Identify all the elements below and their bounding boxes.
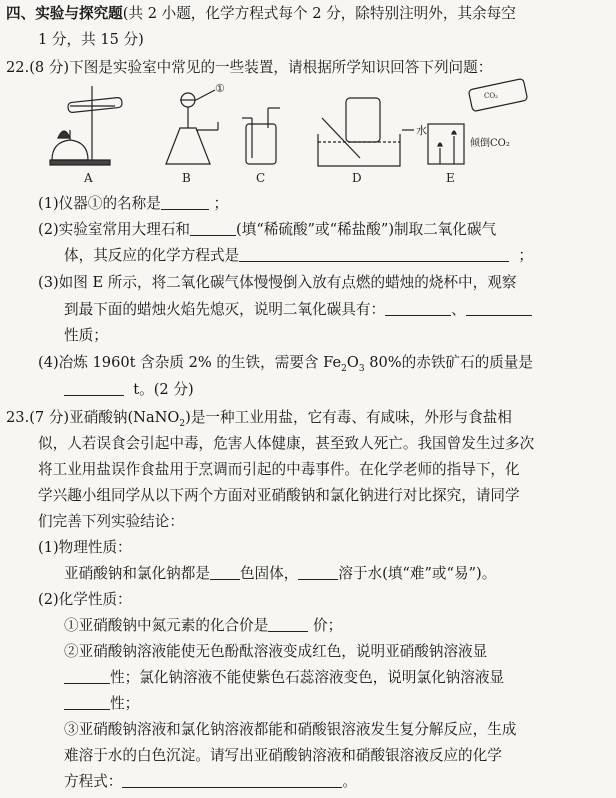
q22-p1-end: ；	[213, 195, 229, 212]
q23-phys-blank-color[interactable]	[210, 565, 240, 580]
apparatus-c-icon	[242, 108, 280, 164]
q22-p4-sub2: 3	[358, 363, 365, 374]
q23-line5: 们完善下列实验结论：	[38, 513, 184, 530]
q23-line3: 将工业用盐误作食盐用于烹调而引起的中毒事件。在化学老师的指导下，化	[38, 461, 520, 478]
apparatus-e-icon	[428, 78, 528, 164]
q22-part1	[38, 194, 228, 214]
q22-p3-sep: 、	[451, 301, 466, 318]
q23-chem-1	[64, 616, 342, 636]
q23-l1-a: 23.(7 分)亚硝酸钠(NaNO	[6, 409, 180, 426]
apparatus-a-icon	[50, 86, 122, 165]
section-note: (共 2 小题，化学方程式每个 2 分，除特别注明外，其余每空	[122, 5, 516, 22]
section-heading	[6, 4, 516, 24]
q23-c3-blank-equation[interactable]	[122, 773, 342, 788]
q23-chem-2-cont	[64, 668, 504, 688]
q23-c2-b: 性；氯化钠溶液不能使紫色石蕊溶液变色，说明氯化钠溶液显	[110, 669, 505, 686]
q23-phys-a: 亚硝酸钠和氯化钠都是	[64, 565, 210, 582]
q22-p4-sub1: 2	[341, 363, 347, 374]
q22-p3-blank-2[interactable]	[466, 301, 532, 316]
q23-phys-blank-solubility[interactable]	[298, 565, 338, 580]
q22-part3-end: 性质；	[64, 327, 108, 344]
q23-phys-line	[64, 564, 496, 584]
q23-chem-heading: (2)化学性质：	[38, 591, 132, 608]
q23-line1	[6, 408, 512, 434]
q23-chem-2: ②亚硝酸钠溶液能使无色酚酞溶液变成红色，说明亚硝酸钠溶液显	[64, 643, 488, 660]
q22-p1-text: (1)仪器①的名称是	[38, 195, 161, 212]
q23-c2-blank-1[interactable]	[64, 669, 110, 684]
q22-part4	[38, 353, 533, 379]
q23-chem-3-end	[64, 772, 357, 792]
fig-label-d: D	[352, 171, 362, 185]
q23-chem-3: ③亚硝酸钠溶液和氯化钠溶液都能和硝酸银溶液发生复分解反应，生成	[64, 721, 517, 738]
q22-part3: (3)如图 E 所示，将二氧化碳气体慢慢倒入放有点燃的蜡烛的烧杯中，观察	[38, 274, 517, 291]
q23-l1-b: )是一种工业用盐，它有毒、有咸味，外形与食盐相	[185, 409, 512, 426]
q23-line4: 学兴趣小组同学从以下两个方面对亚硝酸钠和氯化钠进行对比探究，请同学	[38, 487, 520, 504]
q22-p2-blank-equation[interactable]	[239, 247, 509, 262]
fig-label-b: B	[182, 171, 191, 185]
q23-c1-blank[interactable]	[268, 617, 308, 632]
apparatus-b-icon	[166, 90, 218, 164]
q23-c3-c: 方程式：	[64, 773, 123, 790]
q23-chem-2-end	[64, 694, 139, 714]
fig-label-e: E	[446, 171, 455, 185]
pour-label: 倾倒CO₂	[470, 138, 510, 149]
q23-c2-blank-2[interactable]	[64, 695, 110, 710]
q22-p2-text-a: (2)实验室常用大理石和	[38, 221, 191, 238]
q23-c2-c: 性；	[110, 695, 140, 712]
q22-p4-text-b: 80%的赤铁矿石的质量是	[364, 354, 533, 371]
q22-p2-text-b: (填“稀硫酸”或“稀盐酸”)制取二氧化碳气	[236, 221, 497, 238]
q22-part2-cont	[64, 246, 533, 266]
q22-part2	[38, 220, 496, 240]
water-label: 水	[416, 124, 427, 137]
q22-p3-text-b: 到最下面的蜡烛火焰先熄灭，说明二氧化碳具有：	[64, 301, 386, 318]
q23-c1-a: ①亚硝酸钠中氮元素的化合价是	[64, 617, 269, 634]
q23-chem-3-cont: 难溶于水的白色沉淀。请写出亚硝酸钠溶液和硝酸银溶液反应的化学	[64, 747, 502, 764]
q22-part3-cont	[64, 300, 532, 320]
q22-p4-mid: O	[346, 354, 359, 371]
q23-phys-c: 溶于水(填“难”或“易”)。	[338, 565, 497, 582]
q23-line2: 似，人若误食会引起中毒，危害人体健康，甚至致人死亡。我国曾发生过多次	[38, 435, 535, 452]
section-title: 四、实验与探究题	[6, 5, 123, 22]
q22-p2-text-c: 体，其反应的化学方程式是	[64, 247, 240, 264]
apparatus-figure	[30, 78, 560, 186]
fig-label-c: C	[256, 171, 266, 185]
q23-c1-b: 价；	[312, 617, 343, 634]
q22-p2-blank-acid[interactable]	[190, 221, 236, 236]
q23-phys-b: 色固体，	[239, 565, 299, 582]
q23-c3-d: 。	[342, 773, 357, 790]
marker-label: ①	[215, 82, 225, 95]
q22-p3-blank-1[interactable]	[385, 301, 451, 316]
q22-p4-text-a: (4)冶炼 1960t 含杂质 2% 的生铁，需要含 Fe	[38, 354, 342, 371]
fig-label-a: A	[84, 171, 93, 185]
co2-bottle-label: CO₂	[484, 92, 498, 100]
q23-phys-heading: (1)物理性质：	[38, 539, 132, 556]
q22-p4-blank[interactable]	[64, 381, 124, 396]
section-note-2: 1 分，共 15 分)	[38, 31, 144, 48]
q22-stem: 22.(8 分)下图是实验室中常见的一些装置，请根据所学知识回答下列问题：	[6, 59, 493, 76]
q22-part4-cont	[64, 380, 194, 400]
q22-p4-text-c: t。(2 分)	[133, 381, 194, 398]
q22-p1-blank[interactable]	[161, 195, 209, 210]
q23-l1-sub: 2	[179, 418, 186, 429]
apparatus-d-icon	[318, 98, 414, 166]
q22-p2-end: ；	[518, 247, 534, 264]
